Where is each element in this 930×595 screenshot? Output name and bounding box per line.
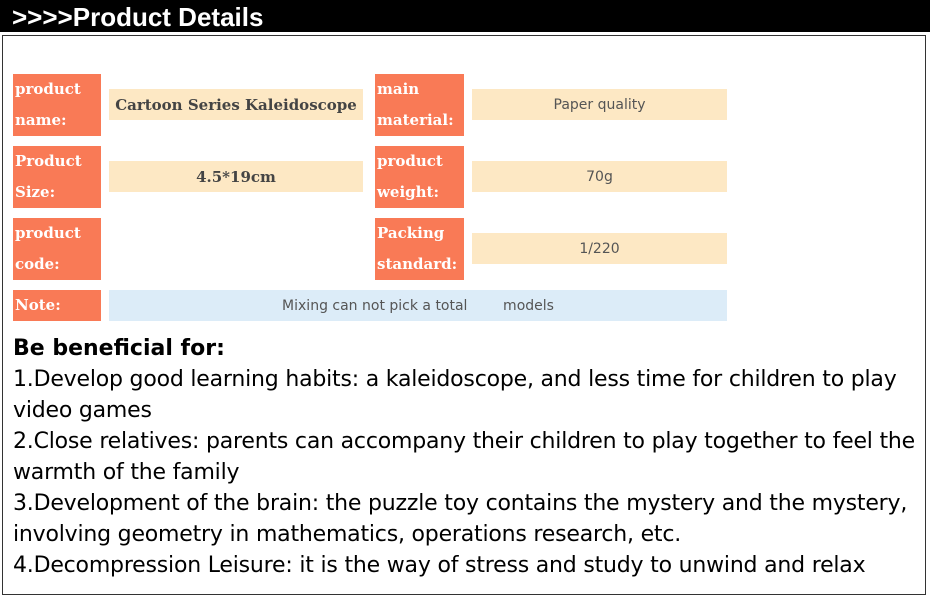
product-code-value [109, 233, 363, 264]
product-name-label: product name: [13, 74, 101, 136]
main-material-label: main material: [375, 74, 464, 136]
product-weight-value: 70g [472, 161, 727, 192]
product-size-value: 4.5*19cm [109, 161, 363, 192]
benefit-item: 2.Close relatives: parents can accompany their children to play together to feel the warmth of the family [13, 429, 916, 485]
benefits-section [13, 334, 918, 581]
packing-standard-label: Packing standard: [375, 218, 464, 280]
note-value: Mixing can not pick a total models [109, 290, 727, 321]
section-header [0, 0, 930, 32]
packing-standard-value: 1/220 [472, 233, 727, 264]
product-size-label: Product Size: [13, 146, 101, 208]
benefits-title: Be beneficial for: [13, 336, 225, 361]
product-weight-label: product weight: [375, 146, 464, 208]
product-name-value: Cartoon Series Kaleidoscope [109, 89, 363, 120]
benefit-item: 4.Decompression Leisure: it is the way of stress and study to unwind and relax [13, 553, 866, 578]
main-material-value: Paper quality [472, 89, 727, 120]
benefit-item: 1.Develop good learning habits: a kaleidoscope, and less time for children to play video games [13, 367, 897, 423]
product-code-label: product code: [13, 218, 101, 280]
section-title: >>>>Product Details [12, 2, 264, 32]
note-label: Note: [13, 290, 101, 321]
benefit-item: 3.Development of the brain: the puzzle toy contains the mystery and the mystery, involving geometry in mathematics, operations research, etc. [13, 491, 908, 547]
